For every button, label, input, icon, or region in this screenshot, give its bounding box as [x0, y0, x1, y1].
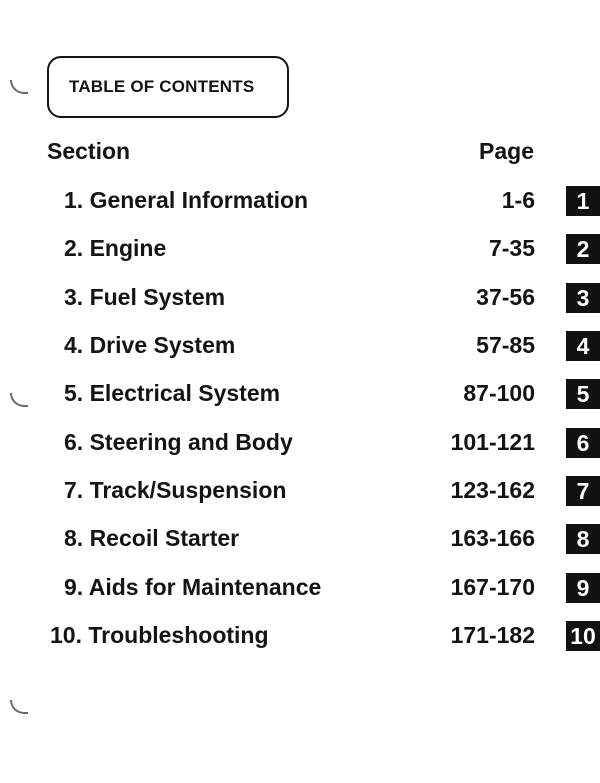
toc-entry-title: 4. Drive System — [64, 332, 236, 358]
toc-entry-pages: 167-170 — [450, 574, 535, 600]
toc-entry-title: 10. Troubleshooting — [50, 622, 269, 648]
toc-entry-title: 1. General Information — [64, 187, 309, 213]
toc-entry[interactable] — [0, 620, 600, 650]
toc-entry-title: 3. Fuel System — [64, 284, 226, 310]
section-tab[interactable]: 4 — [566, 331, 600, 361]
section-tab[interactable]: 1 — [566, 186, 600, 216]
toc-title: TABLE OF CONTENTS — [69, 77, 255, 96]
section-tab[interactable]: 7 — [566, 476, 600, 506]
toc-entry[interactable] — [0, 378, 600, 408]
section-tab[interactable]: 6 — [566, 428, 600, 458]
section-column-header: Section — [47, 138, 131, 164]
section-tab[interactable]: 9 — [566, 573, 600, 603]
toc-entry-title: 8. Recoil Starter — [64, 525, 240, 551]
toc-entry-pages: 37-56 — [476, 284, 535, 310]
binder-hole-mark-top — [10, 80, 28, 94]
section-tab[interactable]: 3 — [566, 283, 600, 313]
toc-entry-title: 6. Steering and Body — [64, 429, 293, 455]
toc-entry-pages: 171-182 — [450, 622, 535, 648]
toc-entry[interactable] — [0, 475, 600, 505]
toc-entry[interactable] — [0, 427, 600, 457]
toc-entry-title: 7. Track/Suspension — [64, 477, 287, 503]
binder-hole-mark-bottom — [10, 700, 28, 714]
toc-entry-title: 5. Electrical System — [64, 380, 281, 406]
section-tab[interactable]: 2 — [566, 234, 600, 264]
section-tab[interactable]: 10 — [566, 621, 600, 651]
toc-title-box — [47, 56, 289, 118]
toc-entry-pages: 163-166 — [450, 525, 535, 551]
toc-entry-title: 2. Engine — [64, 235, 167, 261]
section-tab[interactable]: 8 — [566, 524, 600, 554]
toc-entry[interactable] — [0, 572, 600, 602]
section-tab[interactable]: 5 — [566, 379, 600, 409]
toc-entry-pages: 1-6 — [501, 187, 535, 213]
toc-entry-pages: 101-121 — [450, 429, 535, 455]
toc-entry-pages: 7-35 — [488, 235, 535, 261]
page-column-header: Page — [479, 138, 534, 164]
toc-entry-pages: 57-85 — [476, 332, 535, 358]
toc-entry[interactable] — [0, 233, 600, 263]
toc-entry[interactable] — [0, 523, 600, 553]
toc-entry[interactable] — [0, 185, 600, 215]
toc-entry-title: 9. Aids for Maintenance — [64, 574, 322, 600]
toc-entry-pages: 87-100 — [463, 380, 535, 406]
toc-entry[interactable] — [0, 282, 600, 312]
toc-entry[interactable] — [0, 330, 600, 360]
toc-entry-pages: 123-162 — [450, 477, 535, 503]
